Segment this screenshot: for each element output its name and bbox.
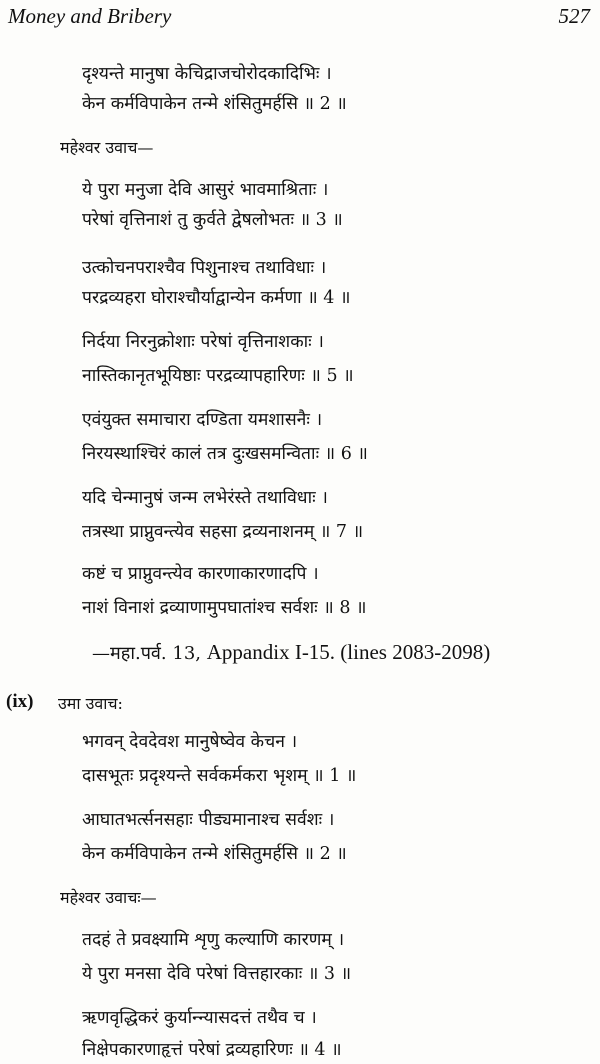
verse-ix-1-line-1: भगवन् देवदेवश मानुषेष्वेव केचन । (82, 732, 298, 752)
verse-6-line-1: एवंयुक्त समाचारा दण्डिता यमशासनैः । (82, 410, 323, 430)
page-header (0, 0, 600, 34)
verse-4-line-1: उत्कोचनपराश्चैव पिशुनाश्च तथाविधाः । (82, 258, 327, 278)
verse-3-line-2: परेषां वृत्तिनाशं तु कुर्वते द्वेषलोभतः ॥ 3 ॥ (82, 210, 343, 230)
verse-ix-2-line-1: आघातभर्त्सनसहाः पीड्यमानाश्च सर्वशः । (82, 810, 335, 830)
verse-ix-2-line-2: केन कर्मविपाकेन तन्मे शंसितुमर्हसि ॥ 2 ॥ (82, 844, 347, 864)
verse-7-line-1: यदि चेन्मानुषं जन्म लभेरंस्ते तथाविधाः । (82, 488, 328, 508)
source-reference (92, 640, 490, 666)
section-marker: (ix) (6, 691, 34, 712)
reference-devanagari: —महा.पर्व. 13, (92, 643, 202, 664)
verse-3-line-1: ये पुरा मनुजा देवि आसुरं भावमाश्रिताः । (82, 180, 329, 200)
verse-6-line-2: निरयस्थाश्चिरं कालं तत्र दुःखसमन्विताः ॥ 6 ॥ (82, 444, 368, 464)
verse-ix-1-line-2: दासभूतः प्रदृश्यन्ते सर्वकर्मकरा भृशम् ॥ 1 ॥ (82, 766, 357, 786)
verse-5-line-2: नास्तिकानृतभूयिष्ठाः परद्रव्यापहारिणः ॥ 5 ॥ (82, 366, 354, 386)
reference-latin: Appandix I-15. (lines 2083-2098) (206, 640, 491, 664)
speaker-uma: उमा उवाच: (58, 694, 123, 713)
verse-ix-3-line-1: तदहं ते प्रवक्ष्यामि शृणु कल्याणि कारणम् । (82, 930, 345, 950)
verse-4-line-2: परद्रव्यहरा घोराश्चौर्याद्वान्येन कर्मणा ॥ 4 ॥ (82, 288, 351, 308)
verse-ix-4-line-1: ऋणवृद्धिकरं कुर्यान्न्यासदत्तं तथैव च । (82, 1008, 317, 1028)
page-number: 527 (558, 4, 590, 28)
verse-5-line-1: निर्दया निरनुक्रोशाः परेषां वृत्तिनाशकाः । (82, 332, 324, 352)
verse-8-line-2: नाशं विनाशं द्रव्याणामुपघातांश्च सर्वशः ॥ 8 ॥ (82, 598, 367, 618)
verse-7-line-2: तत्रस्था प्राप्नुवन्त्येव सहसा द्रव्यनाशनम् ॥ 7 ॥ (82, 522, 364, 542)
verse-2-line-2: केन कर्मविपाकेन तन्मे शंसितुमर्हसि ॥ 2 ॥ (82, 94, 347, 114)
running-title: Money and Bribery (8, 4, 172, 28)
verse-8-line-1: कष्टं च प्राप्नुवन्त्येव कारणाकारणादपि । (82, 564, 319, 584)
speaker-maheshvara-2: महेश्वर उवाचः— (60, 888, 157, 907)
verse-ix-3-line-2: ये पुरा मनसा देवि परेषां वित्तहारकाः ॥ 3 ॥ (82, 964, 352, 984)
verse-ix-4-line-2: निक्षेपकारणाहृत्तं परेषां द्रव्यहारिणः ॥ 4 ॥ (82, 1040, 342, 1060)
speaker-maheshvara: महेश्वर उवाच— (60, 138, 154, 157)
verse-2-line-1: दृश्यन्ते मानुषा केचिद्राजचोरोदकादिभिः । (82, 64, 332, 84)
